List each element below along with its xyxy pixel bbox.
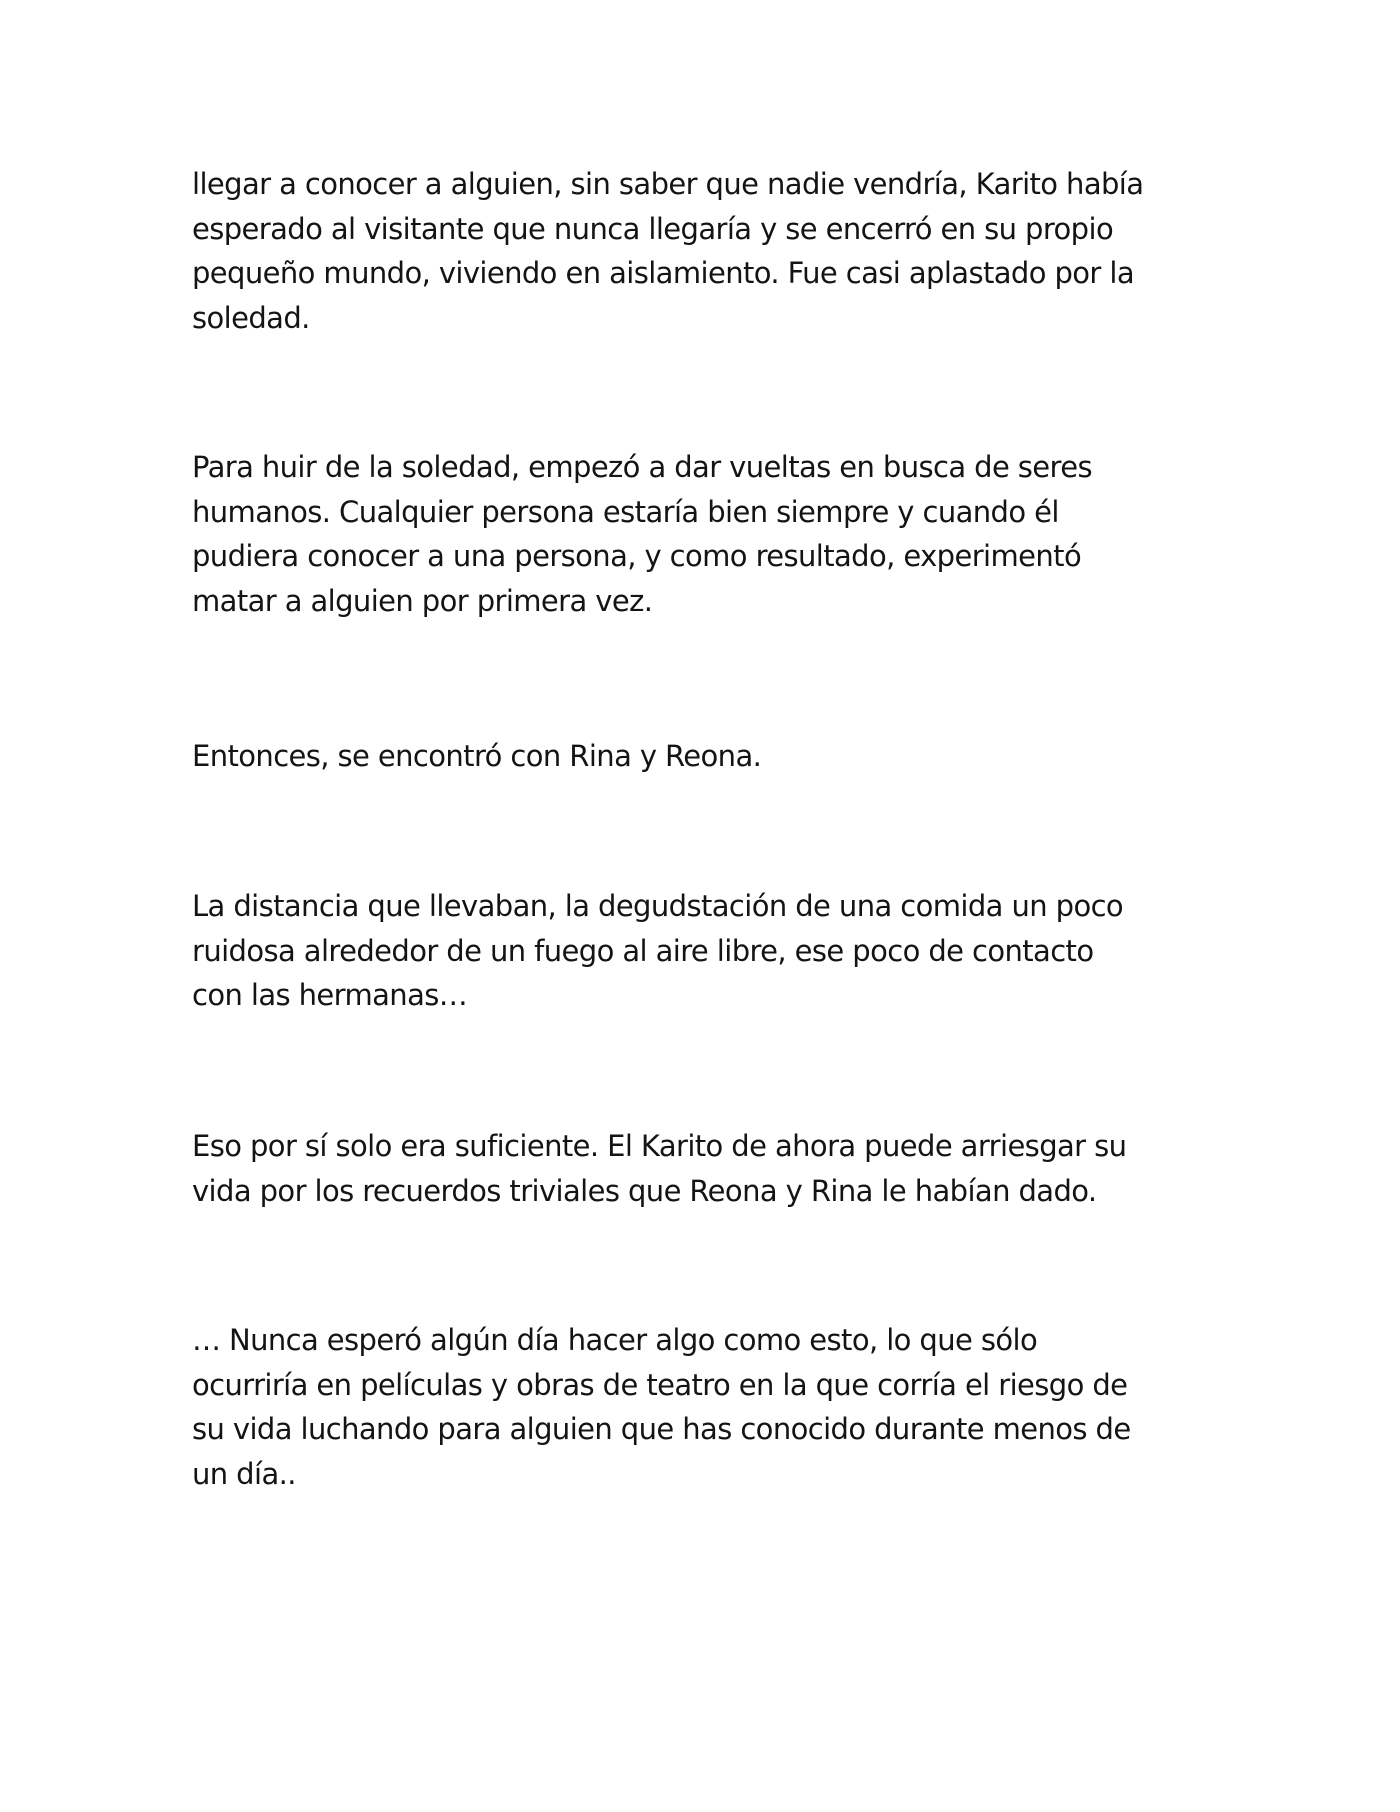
text-line: con las hermanas… — [192, 978, 468, 1012]
text-line: Para huir de la soledad, empezó a dar vueltas en busca de seres — [192, 450, 1092, 484]
text-line: soledad. — [192, 300, 310, 335]
text-line: vida por los recuerdos triviales que Reona y Rina le habían dado. — [192, 1173, 1097, 1208]
text-line: ocurriría en películas y obras de teatro en la que corría el riesgo de — [192, 1367, 1128, 1402]
text-line: llegar a conocer a alguien, sin saber que nadie vendría, Karito había — [192, 167, 1144, 201]
text-line: un día.. — [192, 1456, 296, 1491]
text-line: La distancia que llevaban, la degudstación de una comida un poco — [192, 889, 1124, 923]
text-line: pequeño mundo, viviendo en aislamiento. Fue casi aplastado por la — [192, 256, 1135, 290]
text-line: matar a alguien por primera vez. — [192, 583, 653, 618]
text-line: Eso por sí solo era suficiente. El Karito de ahora puede arriesgar su — [192, 1129, 1127, 1163]
paragraph-5 — [192, 1124, 1222, 1213]
text-line: ruidosa alrededor de un fuego al aire libre, ese poco de contacto — [192, 933, 1094, 968]
paragraph-3 — [192, 734, 1222, 779]
paragraph-4 — [192, 884, 1222, 1018]
paragraph-2 — [192, 445, 1222, 623]
text-line: … Nunca esperó algún día hacer algo como esto, lo que sólo — [192, 1323, 1038, 1357]
text-line: su vida luchando para alguien que has conocido durante menos de — [192, 1412, 1131, 1446]
text-line: Entonces, se encontró con Rina y Reona. — [192, 739, 762, 773]
text-line: humanos. Cualquier persona estaría bien siempre y cuando él — [192, 494, 1059, 529]
paragraph-6 — [192, 1318, 1222, 1496]
text-line: esperado al visitante que nunca llegaría y se encerró en su propio — [192, 211, 1114, 246]
paragraph-1 — [192, 162, 1222, 340]
text-line: pudiera conocer a una persona, y como resultado, experimentó — [192, 539, 1082, 573]
